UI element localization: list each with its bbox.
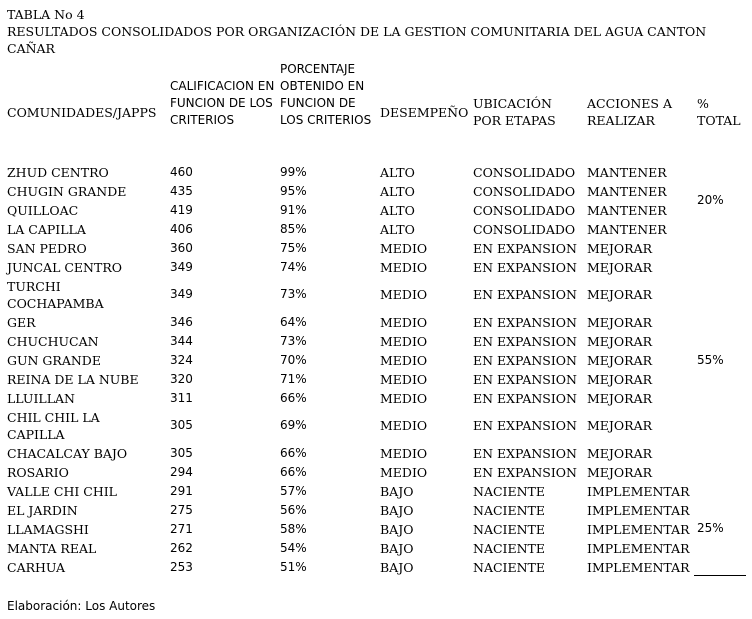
cell-performance: ALTO — [380, 184, 415, 199]
cell-score: 271 — [170, 522, 193, 536]
total-alto: 20% — [697, 193, 724, 207]
cell-community: LLAMAGSHI — [7, 522, 89, 537]
cell-score: 305 — [170, 418, 193, 432]
cell-stage: NACIENTE — [473, 560, 545, 575]
cell-performance: ALTO — [380, 165, 415, 180]
cell-percentage: 64% — [280, 315, 307, 329]
cell-stage: EN EXPANSION — [473, 241, 577, 256]
cell-score: 253 — [170, 560, 193, 574]
cell-score: 435 — [170, 184, 193, 198]
cell-action: MEJORAR — [587, 418, 653, 433]
cell-stage: NACIENTE — [473, 541, 545, 556]
cell-action: IMPLEMENTAR — [587, 522, 690, 537]
cell-community: CHIL CHIL LA CAPILLA — [7, 410, 100, 442]
total-medio: 55% — [697, 353, 724, 367]
cell-performance: MEDIO — [380, 465, 428, 480]
cell-action: MANTENER — [587, 184, 667, 199]
cell-stage: NACIENTE — [473, 484, 545, 499]
cell-action: MEJORAR — [587, 465, 653, 480]
cell-community: LA CAPILLA — [7, 222, 86, 237]
cell-percentage: 66% — [280, 465, 307, 479]
table-number: TABLA No 4 — [7, 7, 85, 22]
cell-community: CARHUA — [7, 560, 66, 575]
cell-performance: MEDIO — [380, 315, 428, 330]
table-caption-continued: CAÑAR — [7, 41, 55, 56]
cell-score: 320 — [170, 372, 193, 386]
cell-performance: MEDIO — [380, 334, 428, 349]
cell-action: MANTENER — [587, 203, 667, 218]
cell-percentage: 73% — [280, 334, 307, 348]
cell-percentage: 69% — [280, 418, 307, 432]
cell-percentage: 66% — [280, 446, 307, 460]
cell-performance: MEDIO — [380, 446, 428, 461]
cell-percentage: 56% — [280, 503, 307, 517]
cell-performance: MEDIO — [380, 241, 428, 256]
cell-percentage: 57% — [280, 484, 307, 498]
cell-score: 291 — [170, 484, 193, 498]
cell-percentage: 74% — [280, 260, 307, 274]
cell-score: 360 — [170, 241, 193, 255]
cell-stage: EN EXPANSION — [473, 391, 577, 406]
cell-score: 294 — [170, 465, 193, 479]
header-comunidades: COMUNIDADES/JAPPS — [7, 105, 157, 120]
cell-percentage: 99% — [280, 165, 307, 179]
cell-performance: BAJO — [380, 484, 414, 499]
cell-stage: EN EXPANSION — [473, 315, 577, 330]
cell-performance: BAJO — [380, 503, 414, 518]
cell-action: IMPLEMENTAR — [587, 541, 690, 556]
cell-score: 349 — [170, 260, 193, 274]
cell-stage: NACIENTE — [473, 503, 545, 518]
cell-community: CHUGIN GRANDE — [7, 184, 127, 199]
cell-percentage: 85% — [280, 222, 307, 236]
cell-action: IMPLEMENTAR — [587, 503, 690, 518]
cell-action: MEJORAR — [587, 260, 653, 275]
cell-stage: CONSOLIDADO — [473, 184, 576, 199]
cell-community: EL JARDIN — [7, 503, 78, 518]
cell-percentage: 71% — [280, 372, 307, 386]
cell-score: 305 — [170, 446, 193, 460]
cell-performance: MEDIO — [380, 287, 428, 302]
cell-performance: BAJO — [380, 560, 414, 575]
cell-community: CHUCHUCAN — [7, 334, 99, 349]
cell-percentage: 95% — [280, 184, 307, 198]
cell-stage: CONSOLIDADO — [473, 165, 576, 180]
cell-score: 311 — [170, 391, 193, 405]
footer-source: Elaboración: Los Autores — [7, 599, 156, 613]
cell-percentage: 58% — [280, 522, 307, 536]
cell-community: LLUILLAN — [7, 391, 75, 406]
cell-stage: EN EXPANSION — [473, 260, 577, 275]
cell-percentage: 51% — [280, 560, 307, 574]
cell-score: 262 — [170, 541, 193, 555]
cell-stage: EN EXPANSION — [473, 334, 577, 349]
cell-stage: EN EXPANSION — [473, 465, 577, 480]
cell-performance: BAJO — [380, 522, 414, 537]
cell-action: MEJORAR — [587, 287, 653, 302]
cell-percentage: 70% — [280, 353, 307, 367]
cell-community: VALLE CHI CHIL — [7, 484, 117, 499]
cell-stage: EN EXPANSION — [473, 353, 577, 368]
cell-action: MEJORAR — [587, 334, 653, 349]
cell-community: CHACALCAY BAJO — [7, 446, 128, 461]
cell-score: 460 — [170, 165, 193, 179]
cell-percentage: 91% — [280, 203, 307, 217]
table-caption: RESULTADOS CONSOLIDADOS POR ORGANIZACIÓN DE LA GESTION COMUNITARIA DEL AGUA CANTON — [7, 24, 707, 39]
cell-stage: EN EXPANSION — [473, 287, 577, 302]
header-ubicacion: UBICACIÓN POR ETAPAS — [473, 96, 556, 128]
cell-percentage: 73% — [280, 287, 307, 301]
cell-performance: MEDIO — [380, 260, 428, 275]
cell-action: MEJORAR — [587, 372, 653, 387]
cell-performance: ALTO — [380, 222, 415, 237]
header-desempeno: DESEMPEÑO — [380, 105, 469, 120]
header-acciones: ACCIONES A REALIZAR — [587, 96, 672, 128]
cell-score: 406 — [170, 222, 193, 236]
cell-percentage: 66% — [280, 391, 307, 405]
cell-community: SAN PEDRO — [7, 241, 87, 256]
total-bajo: 25% — [697, 521, 724, 535]
cell-community: ROSARIO — [7, 465, 69, 480]
cell-performance: MEDIO — [380, 372, 428, 387]
cell-performance: MEDIO — [380, 353, 428, 368]
cell-action: MEJORAR — [587, 315, 653, 330]
cell-community: MANTA REAL — [7, 541, 97, 556]
cell-score: 275 — [170, 503, 193, 517]
header-porcentaje: PORCENTAJE OBTENIDO EN FUNCION DE LOS CRITERIOS — [280, 62, 372, 127]
cell-performance: MEDIO — [380, 418, 428, 433]
cell-community: QUILLOAC — [7, 203, 79, 218]
cell-action: MANTENER — [587, 165, 667, 180]
cell-action: IMPLEMENTAR — [587, 484, 690, 499]
cell-community: TURCHI COCHAPAMBA — [7, 279, 104, 311]
cell-score: 324 — [170, 353, 193, 367]
cell-percentage: 75% — [280, 241, 307, 255]
cell-stage: CONSOLIDADO — [473, 222, 576, 237]
cell-score: 346 — [170, 315, 193, 329]
cell-action: MANTENER — [587, 222, 667, 237]
cell-community: REINA DE LA NUBE — [7, 372, 139, 387]
total-underline — [694, 575, 746, 576]
cell-community: ZHUD CENTRO — [7, 165, 109, 180]
cell-stage: EN EXPANSION — [473, 372, 577, 387]
cell-score: 419 — [170, 203, 193, 217]
cell-action: MEJORAR — [587, 353, 653, 368]
cell-stage: NACIENTE — [473, 522, 545, 537]
cell-stage: EN EXPANSION — [473, 418, 577, 433]
cell-percentage: 54% — [280, 541, 307, 555]
cell-score: 349 — [170, 287, 193, 301]
header-total: % TOTAL — [697, 96, 741, 128]
cell-performance: BAJO — [380, 541, 414, 556]
cell-community: JUNCAL CENTRO — [7, 260, 122, 275]
cell-performance: ALTO — [380, 203, 415, 218]
cell-performance: MEDIO — [380, 391, 428, 406]
cell-action: MEJORAR — [587, 446, 653, 461]
cell-action: MEJORAR — [587, 391, 653, 406]
header-calificacion: CALIFICACION EN FUNCION DE LOS CRITERIOS — [170, 79, 275, 127]
cell-stage: CONSOLIDADO — [473, 203, 576, 218]
cell-community: GER — [7, 315, 36, 330]
cell-action: IMPLEMENTAR — [587, 560, 690, 575]
cell-community: GUN GRANDE — [7, 353, 101, 368]
cell-action: MEJORAR — [587, 241, 653, 256]
cell-score: 344 — [170, 334, 193, 348]
cell-stage: EN EXPANSION — [473, 446, 577, 461]
